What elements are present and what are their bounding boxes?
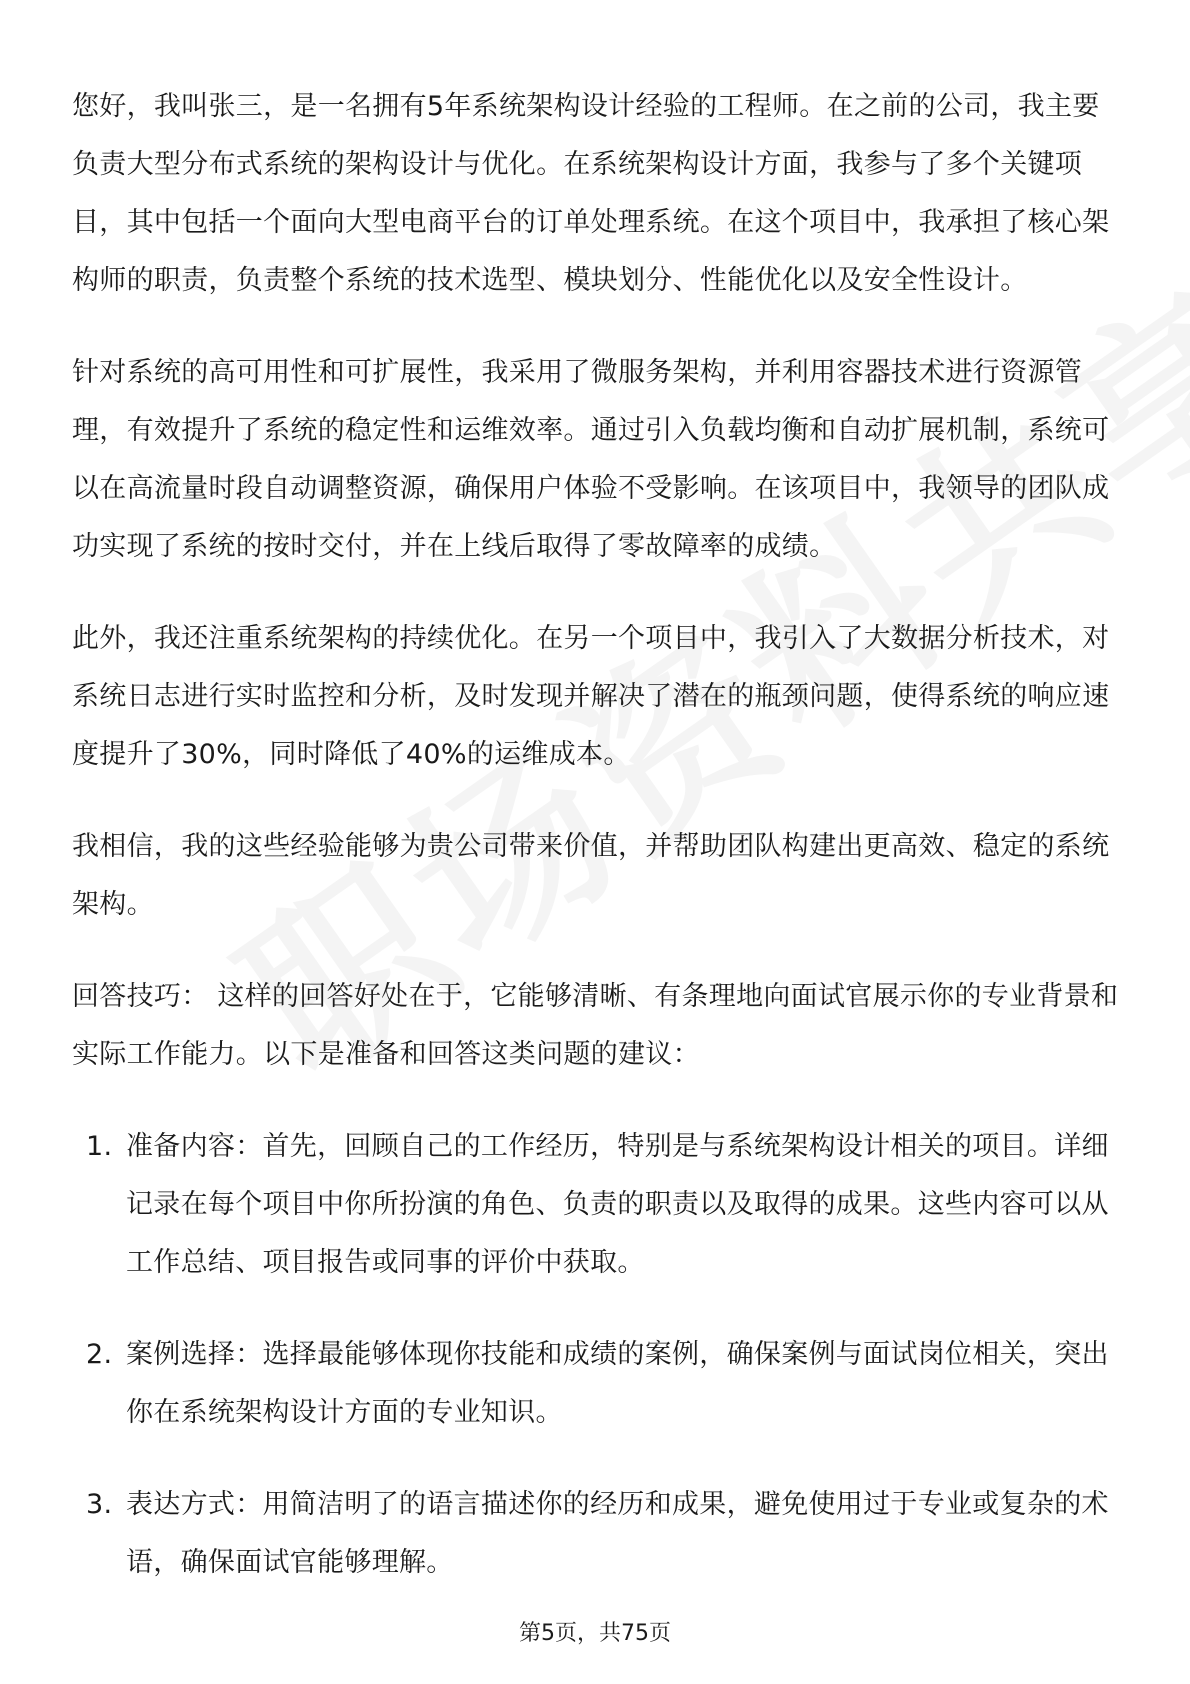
paragraph-conclusion: 我相信，我的这些经验能够为贵公司带来价值，并帮助团队构建出更高效、稳定的系统架构。 — [72, 831, 1110, 920]
paragraph-intro: 您好，我叫张三，是一名拥有5年系统架构设计经验的工程师。在之前的公司，我主要负责大型分布式系统的架构设计与优化。在系统架构设计方面，我参与了多个关键项目，其中包括一个面向大型电商平台的订单处理系统。在这个项目中，我承担了核心架构师的职责，负责整个系统的技术选型、模块划分、性能优化以及安全性设计。 — [72, 91, 1110, 296]
paragraph-optimization: 此外，我还注重系统架构的持续优化。在另一个项目中，我引入了大数据分析技术，对系统日志进行实时监控和分析，及时发现并解决了潜在的瓶颈问题，使得系统的响应速度提升了30%，同时降低了40%的运维成本。 — [72, 623, 1110, 770]
list-item-number: 1. — [86, 1131, 113, 1162]
list-item — [72, 1326, 1122, 1442]
paragraph-answer-tips: 回答技巧： 这样的回答好处在于，它能够清晰、有条理地向面试官展示你的专业背景和实际工作能力。以下是准备和回答这类问题的建议： — [72, 981, 1119, 1070]
tips-list — [72, 1118, 1122, 1592]
document-body — [72, 78, 1122, 1626]
list-item-number: 3. — [86, 1489, 113, 1520]
list-item — [72, 1118, 1122, 1292]
list-item-text: 案例选择：选择最能够体现你技能和成绩的案例，确保案例与面试岗位相关，突出你在系统架构设计方面的专业知识。 — [126, 1339, 1109, 1428]
paragraph-architecture: 针对系统的高可用性和可扩展性，我采用了微服务架构，并利用容器技术进行资源管理，有效提升了系统的稳定性和运维效率。通过引入负载均衡和自动扩展机制，系统可以在高流量时段自动调整资源，确保用户体验不受影响。在该项目中，我领导的团队成功实现了系统的按时交付，并在上线后取得了零故障率的成绩。 — [72, 357, 1110, 562]
list-item-text: 准备内容：首先，回顾自己的工作经历，特别是与系统架构设计相关的项目。详细记录在每个项目中你所扮演的角色、负责的职责以及取得的成果。这些内容可以从工作总结、项目报告或同事的评价中获取。 — [126, 1131, 1109, 1278]
list-item-number: 2. — [86, 1339, 113, 1370]
list-item — [72, 1476, 1122, 1592]
page-number-footer: 第5页，共75页 — [519, 1621, 671, 1646]
list-item-text: 表达方式：用简洁明了的语言描述你的经历和成果，避免使用过于专业或复杂的术语，确保面试官能够理解。 — [126, 1489, 1109, 1578]
